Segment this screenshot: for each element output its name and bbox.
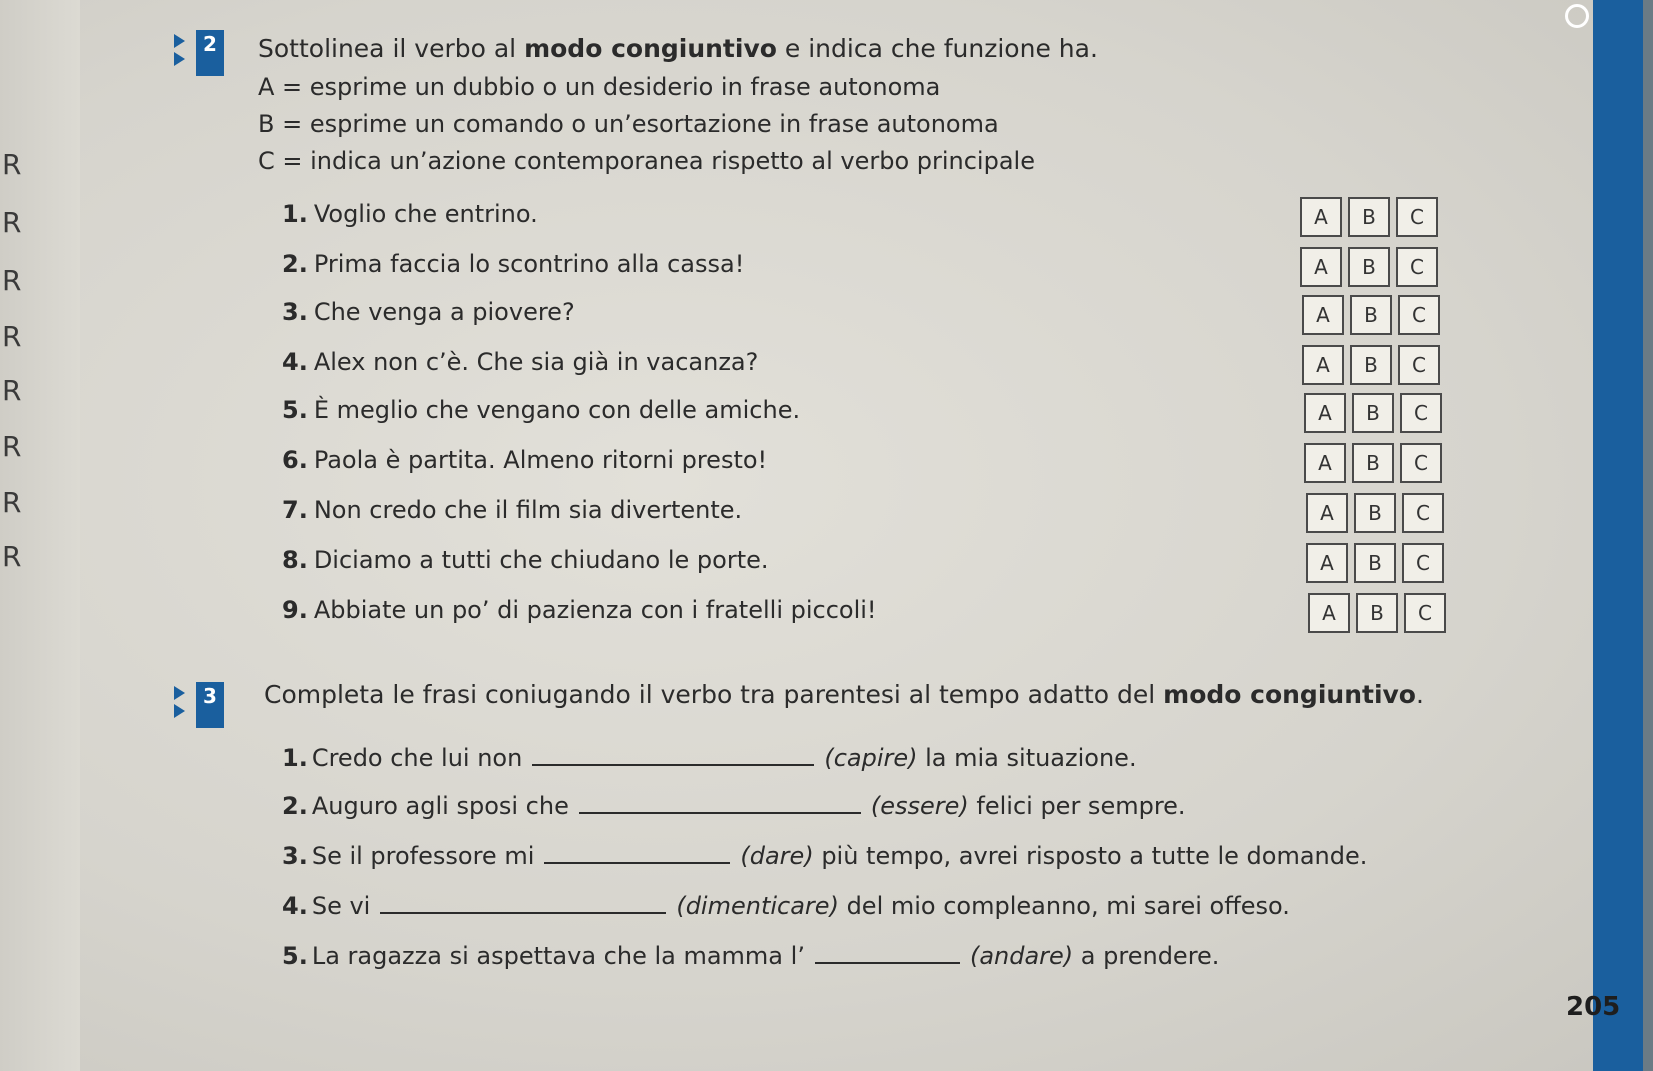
item-number: 6.: [282, 446, 308, 474]
item-sentence[interactable]: Diciamo a tutti che chiudano le porte.: [313, 546, 769, 574]
option-box-c[interactable]: C: [1400, 393, 1442, 433]
item-number: 4.: [282, 348, 308, 376]
option-box-c[interactable]: C: [1404, 593, 1446, 633]
answer-blank[interactable]: [579, 788, 861, 814]
exercise-item: [282, 348, 758, 376]
sentence-start: Auguro agli sposi che: [311, 792, 569, 820]
item-sentence[interactable]: Prima faccia lo scontrino alla cassa!: [313, 250, 745, 278]
exercise-item: [282, 446, 767, 474]
item-number: 3.: [282, 842, 308, 870]
exercise-item: [282, 496, 742, 524]
legend-b: B = esprime un comando o un’esortazione in frase autonoma: [258, 110, 999, 138]
margin-letter: R: [2, 264, 22, 297]
item-number: 2.: [282, 792, 308, 820]
fill-in-item: [282, 888, 1290, 920]
answer-blank[interactable]: [544, 838, 730, 864]
margin-letter: R: [2, 486, 22, 519]
item-sentence[interactable]: Paola è partita. Almeno ritorni presto!: [313, 446, 768, 474]
arrow-icon: [174, 34, 185, 48]
sentence-start: Se vi: [311, 892, 371, 920]
exercise-item: [282, 396, 800, 424]
exercise-item: [282, 200, 538, 228]
option-box-c[interactable]: C: [1402, 543, 1444, 583]
answer-blank[interactable]: [532, 740, 814, 766]
sentence-start: Se il professore mi: [311, 842, 535, 870]
option-box-a[interactable]: A: [1300, 247, 1342, 287]
exercise-3-badge: [172, 682, 220, 730]
margin-letter: R: [2, 374, 22, 407]
exercise-item: [282, 546, 769, 574]
answer-blank[interactable]: [380, 888, 666, 914]
fill-in-item: [282, 938, 1219, 970]
item-number: 8.: [282, 546, 308, 574]
sentence-end: la mia situazione.: [917, 744, 1137, 772]
option-box-b[interactable]: B: [1354, 493, 1396, 533]
item-number: 7.: [282, 496, 308, 524]
item-number: 5.: [282, 396, 308, 424]
option-box-a[interactable]: A: [1306, 543, 1348, 583]
sentence-end: felici per sempre.: [968, 792, 1186, 820]
sentence-start: Credo che lui non: [311, 744, 523, 772]
option-box-a[interactable]: A: [1302, 295, 1344, 335]
page-number: 205: [1566, 992, 1621, 1022]
item-sentence[interactable]: È meglio che vengano con delle amiche.: [313, 396, 801, 424]
exercise-3-title: Completa le frasi coniugando il verbo tra parentesi al tempo adatto del modo congiuntivo.: [264, 680, 1424, 709]
exercise-item: [282, 250, 744, 278]
page-edge: [1643, 0, 1653, 1071]
exercise-2-title: Sottolinea il verbo al modo congiuntivo e indica che funzione ha.: [258, 34, 1098, 63]
margin-letter: R: [2, 206, 22, 239]
option-box-a[interactable]: A: [1308, 593, 1350, 633]
option-box-a[interactable]: A: [1304, 393, 1346, 433]
option-box-c[interactable]: C: [1400, 443, 1442, 483]
arrow-icon: [174, 704, 185, 718]
margin-letter: R: [2, 540, 22, 573]
legend-c: C = indica un’azione contemporanea rispetto al verbo principale: [258, 147, 1035, 175]
option-box-a[interactable]: A: [1300, 197, 1342, 237]
item-sentence[interactable]: Non credo che il film sia divertente.: [313, 496, 743, 524]
option-box-c[interactable]: C: [1396, 247, 1438, 287]
item-number: 2.: [282, 250, 308, 278]
item-number: 4.: [282, 892, 308, 920]
margin-letter: R: [2, 320, 22, 353]
margin-letter: R: [2, 148, 22, 181]
legend-a: A = esprime un dubbio o un desiderio in frase autonoma: [258, 73, 941, 101]
exercise-item: [282, 596, 877, 624]
blue-margin-band: [1593, 0, 1643, 1071]
option-box-b[interactable]: B: [1352, 443, 1394, 483]
option-box-a[interactable]: A: [1306, 493, 1348, 533]
item-sentence[interactable]: Voglio che entrino.: [313, 200, 538, 228]
exercise-number: 3: [196, 682, 224, 728]
verb-hint: (andare): [969, 942, 1074, 970]
option-box-c[interactable]: C: [1402, 493, 1444, 533]
arrow-icon: [174, 686, 185, 700]
option-box-b[interactable]: B: [1354, 543, 1396, 583]
option-box-a[interactable]: A: [1302, 345, 1344, 385]
fill-in-item: [282, 838, 1367, 870]
sentence-start: La ragazza si aspettava che la mamma l’: [311, 942, 805, 970]
sentence-end: più tempo, avrei risposto a tutte le domande.: [813, 842, 1368, 870]
item-sentence[interactable]: Alex non c’è. Che sia già in vacanza?: [313, 348, 759, 376]
option-box-b[interactable]: B: [1348, 247, 1390, 287]
item-sentence[interactable]: Abbiate un po’ di pazienza con i fratelli piccoli!: [313, 596, 877, 624]
sentence-end: del mio compleanno, mi sarei offeso.: [838, 892, 1290, 920]
option-box-c[interactable]: C: [1398, 345, 1440, 385]
option-box-c[interactable]: C: [1396, 197, 1438, 237]
sentence-end: a prendere.: [1073, 942, 1220, 970]
item-number: 3.: [282, 298, 308, 326]
answer-blank[interactable]: [815, 938, 960, 964]
exercise-number: 2: [196, 30, 224, 76]
verb-hint: (dare): [740, 842, 814, 870]
option-box-b[interactable]: B: [1352, 393, 1394, 433]
fill-in-item: [282, 788, 1186, 820]
verb-hint: (dimenticare): [676, 892, 839, 920]
item-number: 9.: [282, 596, 308, 624]
exercise-2-badge: [172, 30, 220, 78]
option-box-b[interactable]: B: [1356, 593, 1398, 633]
corner-circle-icon: [1565, 4, 1589, 28]
arrow-icon: [174, 52, 185, 66]
option-box-c[interactable]: C: [1398, 295, 1440, 335]
verb-hint: (essere): [870, 792, 969, 820]
exercise-item: [282, 298, 575, 326]
item-number: 1.: [282, 200, 308, 228]
item-number: 5.: [282, 942, 308, 970]
margin-letter: R: [2, 430, 22, 463]
item-number: 1.: [282, 744, 308, 772]
option-box-b[interactable]: B: [1350, 295, 1392, 335]
fill-in-item: [282, 740, 1137, 772]
option-box-b[interactable]: B: [1348, 197, 1390, 237]
verb-hint: (capire): [824, 744, 918, 772]
option-box-a[interactable]: A: [1304, 443, 1346, 483]
item-sentence[interactable]: Che venga a piovere?: [313, 298, 575, 326]
option-box-b[interactable]: B: [1350, 345, 1392, 385]
